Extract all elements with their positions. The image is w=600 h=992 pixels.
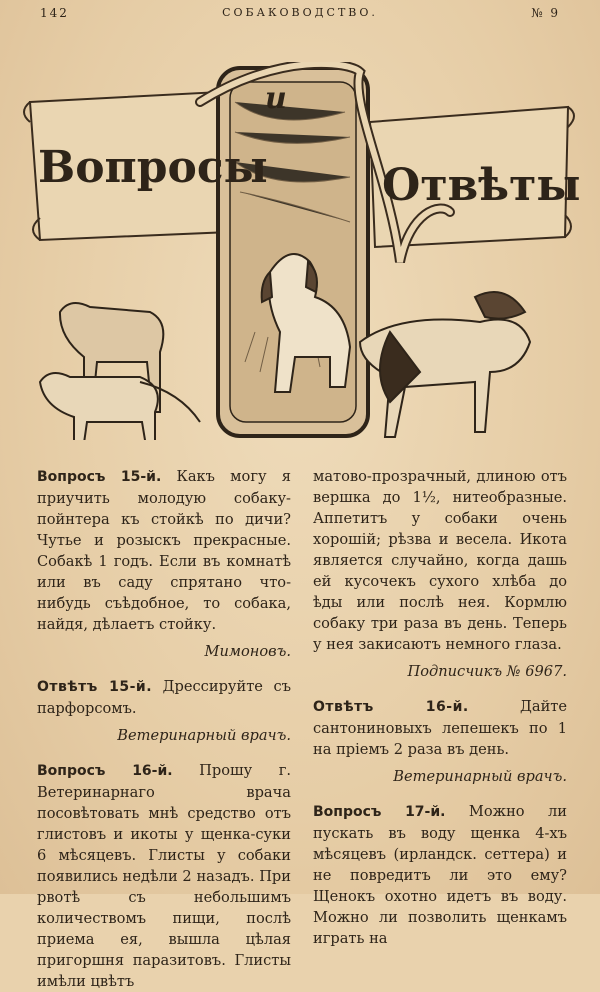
question-16-signature: Подписчикъ № 6967.	[407, 663, 567, 680]
question-16-continued: матово-прозрачный, длиною отъ вершка до 1½, нитеобразные. Аппетитъ у собаки очень хорошій; рѣзва и весела. Икота является случайно, когда дашь ей кусочекъ сухого хлѣба до ѣды или послѣ нея. Кормлю собаку три раза въ день. Теперь у нея закисаютъ немного глаза.	[313, 468, 567, 653]
answer-15-text: Дрессируйте съ парфорсомъ.	[37, 678, 291, 717]
right-dogs	[360, 292, 530, 437]
answer-16	[313, 696, 567, 760]
question-17-text: Можно ли пускать въ воду щенка 4-хъ мѣсяцевъ (ирландск. сеттера) и не повредитъ ли это ему? Щенокъ охотно идетъ въ воду. Можно ли позволить щенкамъ играть на	[313, 803, 568, 947]
answer-15-label: Отвѣтъ 15-й.	[37, 679, 153, 695]
question-16-label: Вопросъ 16-й.	[37, 763, 173, 779]
question-16-text: Прошу г. Ветеринарнаго врача посовѣтовать мнѣ средство отъ глистовъ и икоты у щенка-суки 6 мѣсяцевъ. Глисты у собаки появились недѣли 2 назадъ. При рвотѣ съ небольшимъ количествомъ пищи, послѣ приема ея, вышла цѣлая пригоршня паразитовъ. Глисты имѣли цвѣтъ	[37, 762, 292, 990]
issue-number: № 9	[531, 6, 560, 20]
left-column	[37, 466, 291, 992]
question-17-label: Вопросъ 17-й.	[313, 804, 446, 820]
question-15	[37, 466, 291, 635]
journal-title: СОБАКОВОДСТВО.	[222, 6, 378, 19]
question-16	[37, 760, 291, 992]
header-illustration	[20, 62, 580, 440]
answer-16-signature: Ветеринарный врачъ.	[393, 768, 567, 785]
heading-word-1: Вопросы	[38, 142, 268, 193]
question-15-label: Вопросъ 15-й.	[37, 469, 162, 485]
heading-word-2: Отвѣты	[382, 160, 580, 211]
question-15-text: Какъ могу я приучить молодую собаку-пойнтера къ стойкѣ по дичи? Чутье и розыскъ прекрасные. Собакѣ 1 годъ. Если въ комнатѣ или въ саду спрятано что-нибудь съѣдобное, то собака, найдя, дѣлаетъ стойку.	[37, 468, 291, 633]
left-dogs	[40, 303, 200, 440]
question-15-signature: Мимоновъ.	[204, 643, 291, 660]
answer-16-label: Отвѣтъ 16-й.	[313, 699, 469, 715]
question-17	[313, 801, 567, 949]
page-number: 142	[40, 6, 69, 20]
answer-16-text: Дайте сантониновыхъ лепешекъ по 1 на пріемъ 2 раза въ день.	[313, 698, 568, 758]
heading-conjunction: и	[265, 81, 287, 116]
answer-15	[37, 676, 291, 719]
answer-15-signature: Ветеринарный врачъ.	[117, 727, 291, 744]
running-head	[0, 4, 600, 24]
right-column	[313, 466, 567, 949]
